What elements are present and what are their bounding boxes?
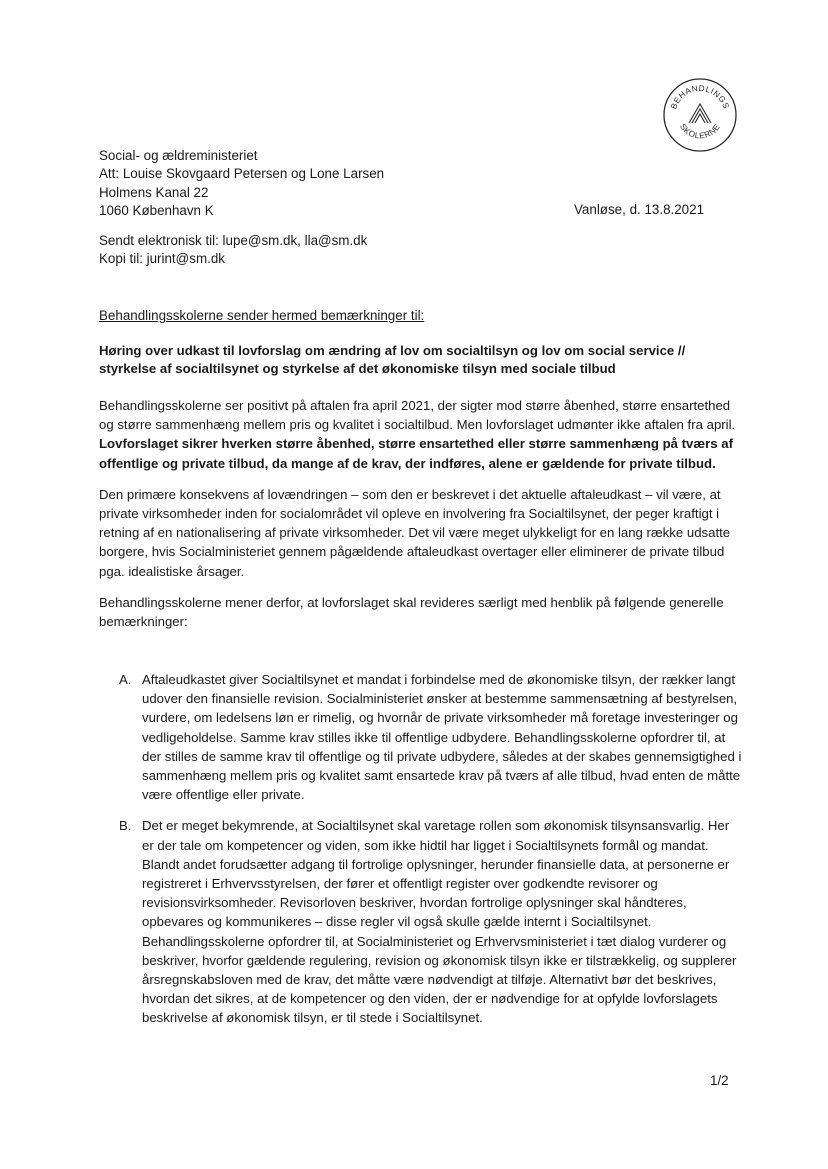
list-item-text: Det er meget bekymrende, at Socialtilsynet skal varetage rollen som økonomisk tilsynsansvarlig. Her er der tale om kompetencer og viden, som ikke hidtil har ligget i Socialtilsynets formål og mandat. Blandt andet forudsætter adgang til fortrolige oplysninger, herunder finansielle data, at personerne er registreret i Erhvervsstyrelsen, der fører et offentligt register over godkendte revisorer og revisionsvirksomheder. Revisorloven beskriver, hvordan fortrolige oplysninger skal håndteres, opbevares og kommunikeres – disse regler vil også skulle gælde internt i Socialtilsynet. Behandlingsskolerne opfordrer til, at Socialministeriet og Erhvervsministeriet i tæt dialog vurderer og beskriver, hvorfor gældende regulering, revision og økonomisk tilsyn ikke er tilstrækkelig, og supplerer årsregnskabsloven med de krav, det måtte være nødvendigt at tilføje. Alternativt bør det beskrives, hvordan det sikres, at de kompetencer og den viden, der er nødvendige for at opfylde lovforslagets beskrivelse af økonomisk tilsyn, er til stede i Socialtilsynet. — [142, 818, 737, 1026]
recipient-street: Holmens Kanal 22 — [99, 184, 209, 200]
remarks-list — [99, 670, 744, 1040]
page-number: 1/2 — [710, 1073, 729, 1088]
recipient-address — [99, 147, 384, 221]
recipient-attention: Att: Louise Skovgaard Petersen og Lone Larsen — [99, 166, 385, 182]
recipient-city: 1060 København K — [99, 203, 214, 219]
paragraph-3: Behandlingsskolerne mener derfor, at lovforslaget skal revideres særligt med henblik på følgende generelle bemærkninger: — [99, 594, 724, 630]
place-and-date: Vanløse, d. 13.8.2021 — [574, 202, 705, 217]
triangle-lines-icon — [689, 104, 711, 123]
behandlingsskolerne-logo — [661, 76, 739, 154]
svg-text:SKOLERNE: SKOLERNE — [677, 122, 723, 141]
paragraph-1 — [99, 396, 739, 473]
list-item-text: Aftaleudkastet giver Socialtilsynet et mandat i forbindelse med de økonomiske tilsyn, der rækker langt udover den finansielle revision. Socialministeriet ønsker at bestemme sammensætning af bestyrelsen, vurdere, om ledelsens løn er rimelig, og hvornår de private virksomheder må foretage investeringer og vedligeholdelse. Samme krav stilles ikke til offentlige udbydere. Behandlingsskolerne opfordrer til, at der stilles de samme krav til offentlige og til private udbydere, således at der skabes gennemsigtighed i sammenhæng mellem pris og kvalitet samt ensartede krav på tværs af alle tilbud, hvad enten de måtte være offentlige eller private. — [142, 672, 742, 803]
paragraph-1-text: Behandlingsskolerne ser positivt på aftalen fra april 2021, der sigter mod større åbenhed, større ensartethed og større sammenhæng mellem pris og kvalitet i socialtilbud. Men lovforslaget udmønter ikke aftalen fra april. — [99, 398, 736, 433]
letter-body — [99, 396, 739, 641]
list-item-letter: B. — [119, 818, 132, 834]
copy-to: Kopi til: jurint@sm.dk — [99, 251, 225, 267]
list-item-letter: A. — [119, 672, 132, 687]
intro-heading: Behandlingsskolerne sender hermed bemærkninger til: — [99, 308, 425, 323]
list-item — [99, 670, 744, 804]
recipient-ministry: Social- og ældreministeriet — [99, 148, 258, 163]
subject-heading: Høring over udkast til lovforslag om ændring af lov om socialtilsyn og lov om social service // styrkelse af socialtilsynet og styrkelse af det økonomiske tilsyn med sociale tilbud — [99, 343, 686, 377]
list-item — [99, 816, 744, 1027]
sent-electronic: Sendt elektronisk til: lupe@sm.dk, lla@sm.dk — [99, 233, 368, 248]
seal-icon — [661, 76, 739, 154]
paragraph-1-bold-text: Lovforslaget sikrer hverken større åbenhed, større ensartethed eller større sammenhæng på tværs af offentlige og private tilbud, da mange af de krav, der indføres, alene er gældende for private tilbud. — [99, 436, 733, 471]
svg-text:BEHANDLINGS: BEHANDLINGS — [669, 83, 731, 111]
sent-info — [99, 232, 367, 269]
paragraph-2: Den primære konsekvens af lovændringen – som den er beskrevet i det aktuelle aftaleudkast – vil være, at private virksomheder inden for socialområdet vil opleve en involvering fra Socialtilsynet, der peger kraftigt i retning af en nationalisering af private virksomheder. Det vil være meget ulykkeligt for en lang række udsatte borgere, hvis Socialministeriet gennem pågældende aftaleudkast overtager eller eliminerer de private tilbud pga. idealistiske årsager. — [99, 486, 731, 579]
